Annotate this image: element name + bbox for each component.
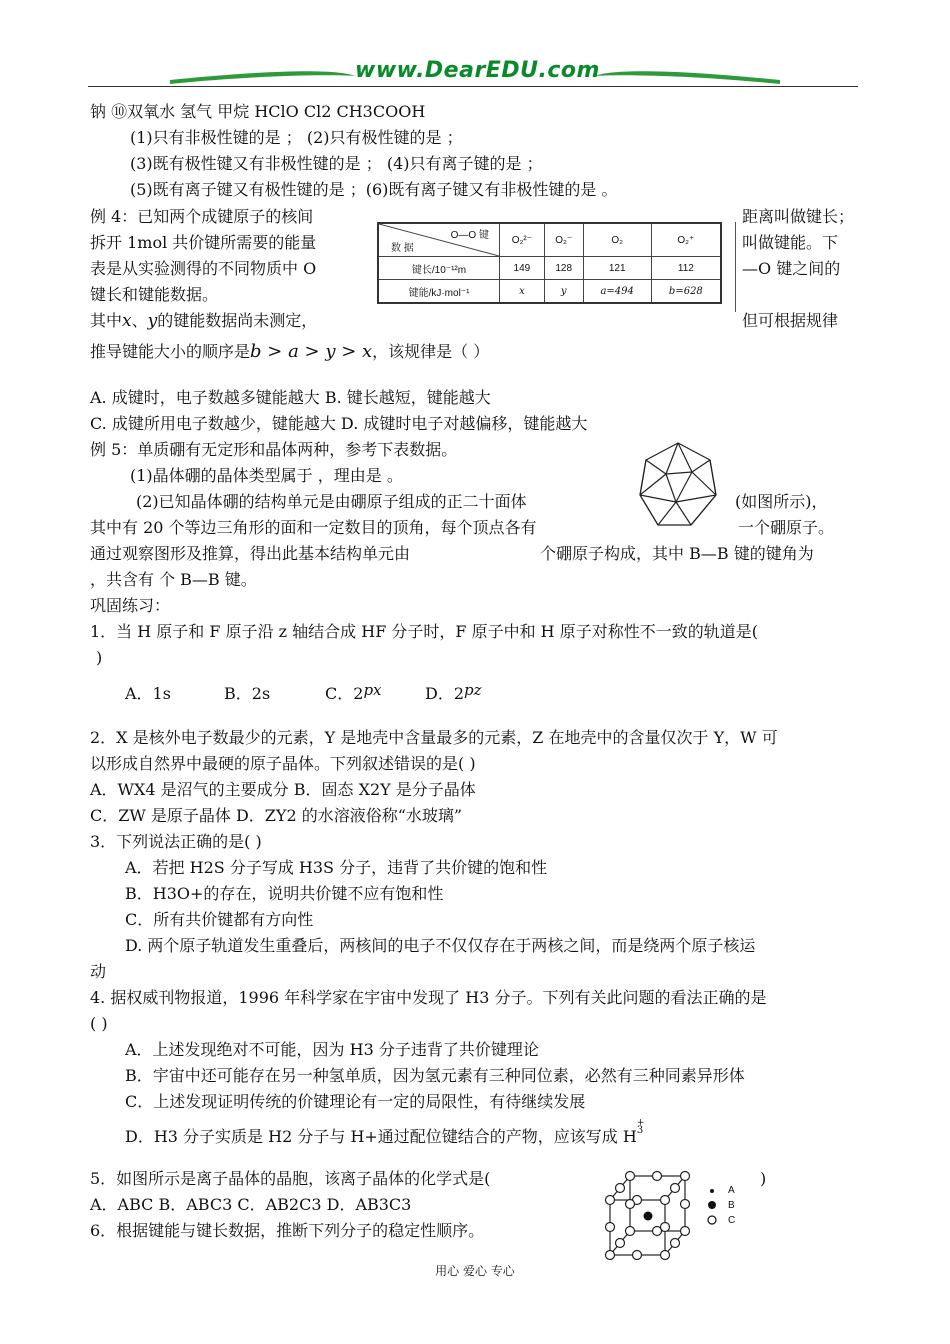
text-line: 例 4：已知两个成键原子的核间 bbox=[90, 207, 314, 226]
question-line: 4. 据权威刊物报道，1996 年科学家在宇宙中发现了 H3 分子。下列有关此问题的看法正确的是 bbox=[90, 988, 767, 1007]
question-line: 5．如图所示是离子晶体的晶胞，该离子晶体的化学式是( bbox=[90, 1169, 491, 1188]
table-corner-bottom: 数 据 bbox=[391, 243, 414, 254]
text-line: 叫做键能。下 bbox=[742, 233, 839, 252]
header-logo-text[interactable]: www.DearEDU.com bbox=[355, 58, 600, 83]
table-corner-cell bbox=[378, 223, 500, 257]
text-line: 个硼原子构成，其中 B—B 键的键角为 bbox=[540, 544, 814, 563]
table-cell: 121 bbox=[583, 257, 651, 280]
option-line: A．WX4 是沼气的主要成分 B．固态 X2Y 是分子晶体 bbox=[90, 780, 476, 799]
text-line: (1)晶体硼的晶体类型属于 ，理由是 。 bbox=[130, 466, 403, 485]
row-label: 键长/10⁻¹²m bbox=[378, 257, 500, 280]
table-cell: x bbox=[500, 280, 545, 304]
page-footer: 用心 爱心 专心 bbox=[435, 1264, 515, 1278]
option-line: A．ABC B．ABC3 C．AB2C3 D．AB3C3 bbox=[90, 1195, 412, 1214]
bond-data-table bbox=[377, 222, 722, 304]
superscript-plus: + bbox=[636, 1118, 645, 1128]
header-divider bbox=[88, 86, 858, 87]
question-line: 以形成自然界中最硬的原子晶体。下列叙述错误的是( ) bbox=[90, 754, 476, 773]
text-line bbox=[90, 310, 317, 332]
table-cell: 112 bbox=[651, 257, 721, 280]
species-header: O₂⁻ bbox=[544, 223, 583, 257]
table-cell: 128 bbox=[544, 257, 583, 280]
option-line: D. 两个原子轨道发生重叠后，两核间的电子不仅仅存在于两核之间，而是绕两个原子核运 bbox=[125, 936, 756, 955]
option-line: C．ZW 是原子晶体 D．ZY2 的水溶液俗称“水玻璃” bbox=[90, 806, 463, 825]
text-line: (如图所示)， bbox=[735, 492, 828, 511]
orbital-px: px bbox=[363, 681, 382, 699]
text-line: 距离叫做键长； bbox=[742, 207, 855, 226]
option-line: A. 成键时，电子数越多键能越大 B. 键长越短，键能越大 bbox=[90, 388, 491, 407]
species-header: O₂²⁻ bbox=[500, 223, 545, 257]
order-formula: b > a > y > x bbox=[250, 341, 373, 362]
question-line: 2．X 是核外电子数最少的元素，Y 是地壳中含量最多的元素，Z 在地壳中的含量仅次于 Y，W 可 bbox=[90, 728, 778, 747]
option-d bbox=[425, 683, 482, 705]
question-line: 6．根据键能与键长数据，推断下列分子的稳定性顺序。 bbox=[90, 1221, 485, 1240]
text-line: 表是从实验测得的不同物质中 O bbox=[90, 259, 317, 278]
table-corner-top: O—O 键 bbox=[450, 230, 489, 241]
text-fragment: D．H3 分子实质是 H2 分子与 H+通过配位键结合的产物，应该写成 H bbox=[125, 1127, 637, 1146]
legend-a: A bbox=[728, 1185, 735, 1196]
option-line: B．H3O+的存在，说明共价键不应有饱和性 bbox=[125, 884, 444, 903]
option-line: C．所有共价键都有方向性 bbox=[125, 910, 314, 929]
text-line: —O 键之间的 bbox=[742, 259, 841, 278]
subscript-3: 3 bbox=[636, 1125, 644, 1136]
text-line: (2)已知晶体硼的结构单元是由硼原子组成的正二十面体 bbox=[136, 492, 527, 511]
option-line: A．上述发现绝对不可能，因为 H3 分子违背了共价键理论 bbox=[125, 1040, 539, 1059]
species-header: O₂ bbox=[583, 223, 651, 257]
section-heading: 巩固练习： bbox=[90, 596, 171, 615]
text-line bbox=[90, 341, 489, 363]
option-d-label: D．2 bbox=[425, 684, 465, 703]
legend-markers bbox=[706, 1184, 718, 1228]
text-fragment: ，该规律是（ ） bbox=[372, 342, 490, 361]
question-line: 1．当 H 原子和 F 原子沿 z 轴结合成 HF 分子时，F 原子中和 H 原子对称性不一致的轨道是( bbox=[90, 622, 758, 641]
question-line: ( ) bbox=[90, 1014, 108, 1033]
text-line: (5)既有离子键又有极性键的是 ；(6)既有离子键又有非极性键的是 。 bbox=[130, 180, 618, 199]
option-line bbox=[125, 1118, 647, 1148]
option-line: 动 bbox=[90, 962, 107, 981]
var-y: y bbox=[147, 311, 158, 331]
table-cell: a=494 bbox=[583, 280, 651, 304]
table-cell: b=628 bbox=[651, 280, 721, 304]
text-line: 但可根据规律 bbox=[742, 311, 839, 330]
column-divider bbox=[735, 222, 736, 312]
orbital-pz: pz bbox=[464, 681, 482, 699]
text-fragment: 推导键能大小的顺序是 bbox=[90, 342, 251, 361]
text-fragment: 其中 bbox=[90, 311, 123, 330]
text-line: 其中有 20 个等边三角形的面和一定数目的顶角，每个顶点各有 bbox=[90, 518, 537, 537]
text-line: 例 5：单质硼有无定形和晶体两种，参考下表数据。 bbox=[90, 440, 458, 459]
option-line: C. 成键所用电子数越少，键能越大 D. 成键时电子对越偏移，键能越大 bbox=[90, 414, 588, 433]
table-cell: 149 bbox=[500, 257, 545, 280]
var-x: x bbox=[122, 311, 132, 331]
text-line: 一个硼原子。 bbox=[738, 518, 835, 537]
option-a: A．1s bbox=[125, 684, 171, 703]
crystal-cell-figure bbox=[600, 1164, 710, 1260]
text-line: 通过观察图形及推算，得出此基本结构单元由 bbox=[90, 544, 411, 563]
icosahedron-figure bbox=[636, 440, 720, 530]
row-label: 键能/kJ·mol⁻¹ bbox=[378, 280, 500, 304]
text-line: 拆开 1mol 共价键所需要的能量 bbox=[90, 233, 317, 252]
option-c bbox=[325, 683, 382, 705]
text-line: (1)只有非极性键的是 ； (2)只有极性键的是 ； bbox=[130, 128, 463, 147]
option-c-label: C．2 bbox=[325, 684, 364, 703]
option-line: C．上述发现证明传统的价键理论有一定的局限性，有待继续发展 bbox=[125, 1092, 586, 1111]
option-b: B．2s bbox=[224, 684, 271, 703]
legend-c: C bbox=[728, 1215, 736, 1226]
question-line: ) bbox=[760, 1169, 767, 1188]
table-cell: y bbox=[544, 280, 583, 304]
question-line: 3．下列说法正确的是( ) bbox=[90, 832, 262, 851]
option-line: A．若把 H2S 分子写成 H3S 分子，违背了共价键的饱和性 bbox=[125, 858, 548, 877]
text-line: (3)既有极性键又有非极性键的是 ； (4)只有离子键的是 ； bbox=[130, 154, 543, 173]
text-line: ，共含有 个 B—B 键。 bbox=[90, 570, 257, 589]
text-fragment: 、 bbox=[131, 311, 148, 330]
question-line: ) bbox=[96, 648, 103, 667]
text-fragment: 的键能数据尚未测定， bbox=[157, 311, 318, 330]
legend-b: B bbox=[728, 1200, 735, 1211]
text-line: 钠 ⑩双氧水 氢气 甲烷 HClO Cl2 CH3COOH bbox=[90, 102, 426, 121]
species-header: O₂⁺ bbox=[651, 223, 721, 257]
option-line: B．宇宙中还可能存在另一种氢单质，因为氢元素有三种同位素，必然有三种同素异形体 bbox=[125, 1066, 745, 1085]
text-line: 键长和键能数据。 bbox=[90, 285, 219, 304]
